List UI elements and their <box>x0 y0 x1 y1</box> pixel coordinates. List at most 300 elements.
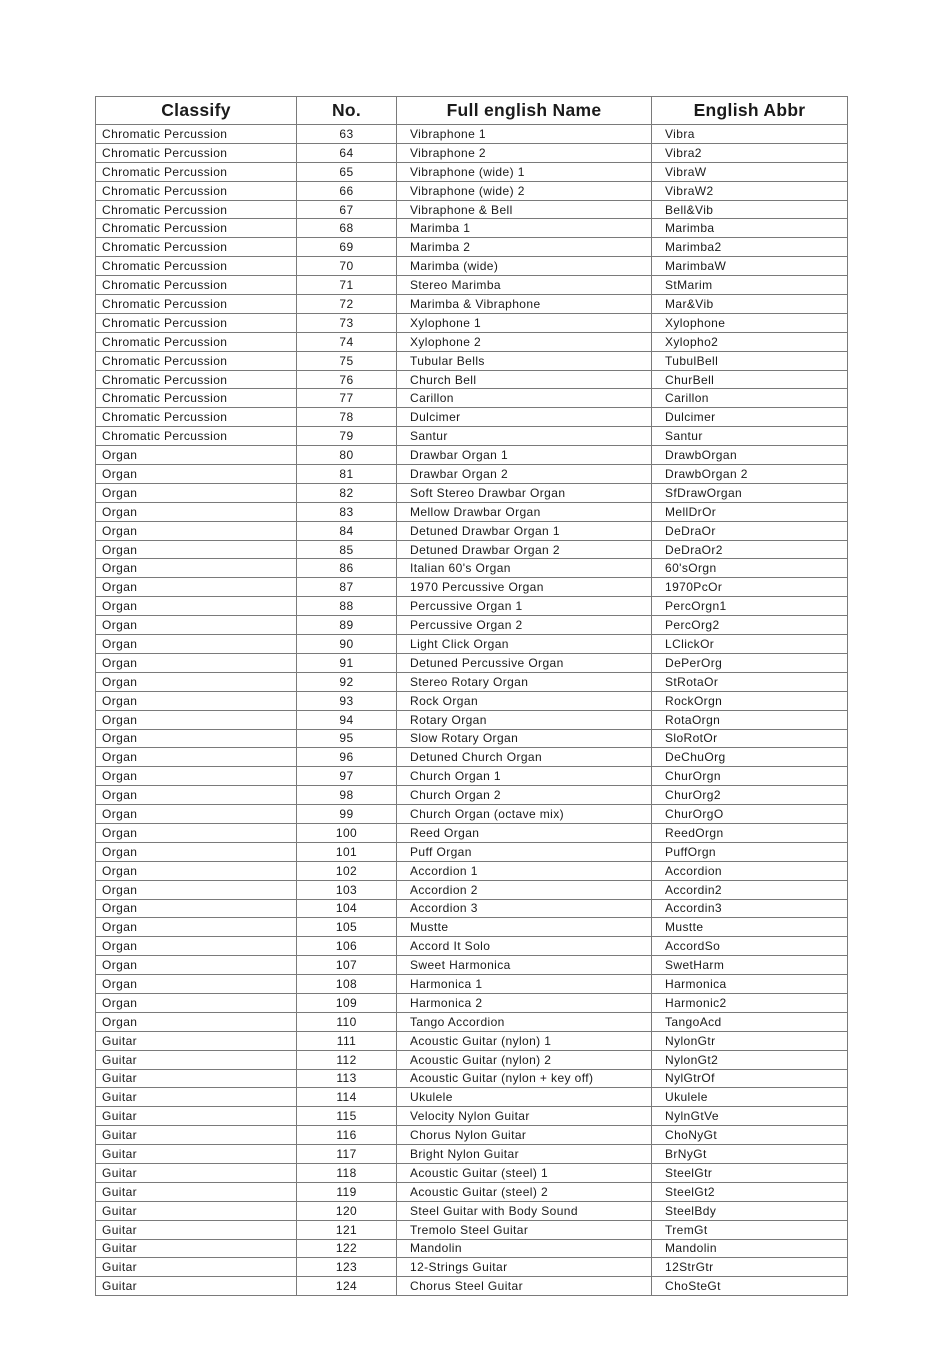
cell-no: 105 <box>297 918 397 937</box>
cell-full-name: Xylophone 1 <box>397 313 652 332</box>
cell-abbr: ChurBell <box>652 370 848 389</box>
cell-classify: Chromatic Percussion <box>96 238 297 257</box>
cell-no: 78 <box>297 408 397 427</box>
cell-classify: Organ <box>96 1012 297 1031</box>
cell-abbr: ChurOrg2 <box>652 786 848 805</box>
cell-full-name: 1970 Percussive Organ <box>397 578 652 597</box>
cell-classify: Organ <box>96 842 297 861</box>
table-row <box>96 389 848 408</box>
table-row <box>96 521 848 540</box>
cell-no: 84 <box>297 521 397 540</box>
cell-abbr: BrNyGt <box>652 1145 848 1164</box>
cell-no: 94 <box>297 710 397 729</box>
cell-abbr: TubulBell <box>652 351 848 370</box>
cell-classify: Guitar <box>96 1277 297 1296</box>
cell-full-name: Vibraphone & Bell <box>397 200 652 219</box>
cell-full-name: Rock Organ <box>397 691 652 710</box>
table-row <box>96 427 848 446</box>
cell-full-name: Accordion 3 <box>397 899 652 918</box>
cell-classify: Chromatic Percussion <box>96 219 297 238</box>
cell-classify: Organ <box>96 880 297 899</box>
cell-full-name: Detuned Church Organ <box>397 748 652 767</box>
table-row <box>96 295 848 314</box>
cell-full-name: Acoustic Guitar (nylon) 2 <box>397 1050 652 1069</box>
cell-classify: Chromatic Percussion <box>96 351 297 370</box>
cell-abbr: ChurOrgn <box>652 767 848 786</box>
table-row <box>96 616 848 635</box>
table-row <box>96 710 848 729</box>
cell-classify: Organ <box>96 672 297 691</box>
cell-classify: Chromatic Percussion <box>96 181 297 200</box>
cell-no: 102 <box>297 861 397 880</box>
header-abbr: English Abbr <box>652 97 848 125</box>
cell-full-name: Mellow Drawbar Organ <box>397 502 652 521</box>
cell-classify: Organ <box>96 993 297 1012</box>
table-row <box>96 257 848 276</box>
cell-no: 121 <box>297 1220 397 1239</box>
cell-full-name: Mustte <box>397 918 652 937</box>
table-row <box>96 313 848 332</box>
cell-classify: Organ <box>96 710 297 729</box>
cell-no: 107 <box>297 956 397 975</box>
cell-no: 92 <box>297 672 397 691</box>
cell-abbr: PuffOrgn <box>652 842 848 861</box>
cell-no: 116 <box>297 1126 397 1145</box>
cell-classify: Organ <box>96 521 297 540</box>
table-header <box>96 97 848 125</box>
cell-classify: Organ <box>96 597 297 616</box>
cell-abbr: SteelGtr <box>652 1163 848 1182</box>
cell-full-name: Bright Nylon Guitar <box>397 1145 652 1164</box>
table-row <box>96 748 848 767</box>
cell-full-name: Percussive Organ 2 <box>397 616 652 635</box>
cell-no: 71 <box>297 276 397 295</box>
table-row <box>96 1012 848 1031</box>
table-row <box>96 1126 848 1145</box>
cell-classify: Guitar <box>96 1069 297 1088</box>
cell-no: 82 <box>297 483 397 502</box>
cell-classify: Guitar <box>96 1088 297 1107</box>
cell-abbr: Mustte <box>652 918 848 937</box>
cell-no: 114 <box>297 1088 397 1107</box>
cell-full-name: Vibraphone 2 <box>397 143 652 162</box>
cell-full-name: Church Organ 2 <box>397 786 652 805</box>
cell-full-name: Harmonica 2 <box>397 993 652 1012</box>
cell-classify: Guitar <box>96 1239 297 1258</box>
cell-abbr: NylonGtr <box>652 1031 848 1050</box>
voice-list-table <box>95 96 848 1296</box>
cell-full-name: Chorus Nylon Guitar <box>397 1126 652 1145</box>
table-row <box>96 597 848 616</box>
cell-no: 91 <box>297 653 397 672</box>
cell-abbr: Santur <box>652 427 848 446</box>
table-row <box>96 861 848 880</box>
cell-full-name: Ukulele <box>397 1088 652 1107</box>
cell-classify: Chromatic Percussion <box>96 408 297 427</box>
cell-classify: Guitar <box>96 1182 297 1201</box>
cell-classify: Organ <box>96 559 297 578</box>
cell-abbr: StMarim <box>652 276 848 295</box>
table-row <box>96 540 848 559</box>
cell-classify: Guitar <box>96 1220 297 1239</box>
cell-abbr: ReedOrgn <box>652 823 848 842</box>
table-row <box>96 483 848 502</box>
cell-abbr: SteelGt2 <box>652 1182 848 1201</box>
table-body <box>96 125 848 1296</box>
cell-full-name: Steel Guitar with Body Sound <box>397 1201 652 1220</box>
cell-abbr: TangoAcd <box>652 1012 848 1031</box>
cell-abbr: Accordin2 <box>652 880 848 899</box>
cell-classify: Chromatic Percussion <box>96 257 297 276</box>
cell-abbr: Dulcimer <box>652 408 848 427</box>
table-row <box>96 786 848 805</box>
table-row <box>96 993 848 1012</box>
table-row <box>96 502 848 521</box>
cell-classify: Chromatic Percussion <box>96 143 297 162</box>
cell-classify: Chromatic Percussion <box>96 125 297 144</box>
cell-abbr: DePerOrg <box>652 653 848 672</box>
cell-classify: Organ <box>96 805 297 824</box>
cell-no: 80 <box>297 446 397 465</box>
cell-no: 99 <box>297 805 397 824</box>
cell-classify: Chromatic Percussion <box>96 162 297 181</box>
cell-classify: Chromatic Percussion <box>96 313 297 332</box>
cell-classify: Chromatic Percussion <box>96 427 297 446</box>
cell-abbr: Harmonica <box>652 975 848 994</box>
cell-classify: Guitar <box>96 1107 297 1126</box>
cell-abbr: AccordSo <box>652 937 848 956</box>
cell-no: 93 <box>297 691 397 710</box>
cell-classify: Organ <box>96 729 297 748</box>
cell-abbr: Accordin3 <box>652 899 848 918</box>
cell-full-name: Slow Rotary Organ <box>397 729 652 748</box>
table-row <box>96 1182 848 1201</box>
cell-classify: Guitar <box>96 1126 297 1145</box>
cell-classify: Guitar <box>96 1258 297 1277</box>
cell-classify: Organ <box>96 578 297 597</box>
table-row <box>96 1277 848 1296</box>
cell-abbr: StRotaOr <box>652 672 848 691</box>
cell-no: 81 <box>297 465 397 484</box>
cell-no: 110 <box>297 1012 397 1031</box>
cell-no: 65 <box>297 162 397 181</box>
cell-full-name: Marimba (wide) <box>397 257 652 276</box>
table-row <box>96 1050 848 1069</box>
cell-no: 89 <box>297 616 397 635</box>
cell-abbr: PercOrg2 <box>652 616 848 635</box>
cell-no: 118 <box>297 1163 397 1182</box>
cell-no: 115 <box>297 1107 397 1126</box>
cell-full-name: Marimba 2 <box>397 238 652 257</box>
cell-no: 123 <box>297 1258 397 1277</box>
table-row <box>96 181 848 200</box>
table-row <box>96 956 848 975</box>
cell-full-name: Acoustic Guitar (nylon) 1 <box>397 1031 652 1050</box>
cell-no: 68 <box>297 219 397 238</box>
cell-full-name: Acoustic Guitar (nylon + key off) <box>397 1069 652 1088</box>
cell-full-name: Carillon <box>397 389 652 408</box>
cell-full-name: Vibraphone (wide) 2 <box>397 181 652 200</box>
table-row <box>96 1088 848 1107</box>
table-row <box>96 219 848 238</box>
table-row <box>96 162 848 181</box>
cell-no: 97 <box>297 767 397 786</box>
table-row <box>96 238 848 257</box>
cell-no: 98 <box>297 786 397 805</box>
cell-no: 106 <box>297 937 397 956</box>
cell-abbr: Vibra <box>652 125 848 144</box>
cell-abbr: ChoSteGt <box>652 1277 848 1296</box>
cell-full-name: Marimba 1 <box>397 219 652 238</box>
cell-abbr: RotaOrgn <box>652 710 848 729</box>
table-row <box>96 823 848 842</box>
cell-abbr: DeChuOrg <box>652 748 848 767</box>
cell-full-name: Accord It Solo <box>397 937 652 956</box>
header-row <box>96 97 848 125</box>
table-row <box>96 691 848 710</box>
table-row <box>96 465 848 484</box>
table-row <box>96 276 848 295</box>
cell-no: 77 <box>297 389 397 408</box>
cell-abbr: Accordion <box>652 861 848 880</box>
cell-full-name: Xylophone 2 <box>397 332 652 351</box>
cell-classify: Organ <box>96 616 297 635</box>
cell-full-name: Stereo Rotary Organ <box>397 672 652 691</box>
cell-classify: Chromatic Percussion <box>96 370 297 389</box>
cell-abbr: ChoNyGt <box>652 1126 848 1145</box>
cell-abbr: SteelBdy <box>652 1201 848 1220</box>
cell-classify: Organ <box>96 899 297 918</box>
cell-classify: Organ <box>96 786 297 805</box>
cell-abbr: ChurOrgO <box>652 805 848 824</box>
cell-full-name: Church Organ (octave mix) <box>397 805 652 824</box>
cell-no: 63 <box>297 125 397 144</box>
cell-no: 113 <box>297 1069 397 1088</box>
cell-abbr: SloRotOr <box>652 729 848 748</box>
cell-classify: Organ <box>96 540 297 559</box>
cell-classify: Organ <box>96 653 297 672</box>
cell-no: 112 <box>297 1050 397 1069</box>
table-row <box>96 672 848 691</box>
cell-abbr: RockOrgn <box>652 691 848 710</box>
cell-full-name: Detuned Percussive Organ <box>397 653 652 672</box>
cell-no: 76 <box>297 370 397 389</box>
cell-abbr: MellDrOr <box>652 502 848 521</box>
cell-abbr: DeDraOr2 <box>652 540 848 559</box>
cell-abbr: DrawbOrgan 2 <box>652 465 848 484</box>
cell-full-name: Puff Organ <box>397 842 652 861</box>
cell-no: 109 <box>297 993 397 1012</box>
cell-no: 64 <box>297 143 397 162</box>
cell-abbr: NylnGtVe <box>652 1107 848 1126</box>
cell-abbr: DrawbOrgan <box>652 446 848 465</box>
cell-abbr: SwetHarm <box>652 956 848 975</box>
cell-no: 96 <box>297 748 397 767</box>
cell-classify: Organ <box>96 635 297 654</box>
cell-classify: Organ <box>96 937 297 956</box>
table-row <box>96 880 848 899</box>
cell-no: 120 <box>297 1201 397 1220</box>
cell-no: 70 <box>297 257 397 276</box>
cell-no: 87 <box>297 578 397 597</box>
cell-no: 74 <box>297 332 397 351</box>
cell-classify: Organ <box>96 691 297 710</box>
cell-no: 117 <box>297 1145 397 1164</box>
cell-abbr: Xylophone <box>652 313 848 332</box>
cell-full-name: Accordion 1 <box>397 861 652 880</box>
cell-full-name: Light Click Organ <box>397 635 652 654</box>
cell-full-name: Percussive Organ 1 <box>397 597 652 616</box>
cell-abbr: Vibra2 <box>652 143 848 162</box>
cell-full-name: Soft Stereo Drawbar Organ <box>397 483 652 502</box>
cell-classify: Organ <box>96 975 297 994</box>
cell-no: 86 <box>297 559 397 578</box>
cell-full-name: Vibraphone 1 <box>397 125 652 144</box>
cell-classify: Organ <box>96 918 297 937</box>
cell-abbr: PercOrgn1 <box>652 597 848 616</box>
cell-no: 79 <box>297 427 397 446</box>
table-row <box>96 408 848 427</box>
cell-no: 88 <box>297 597 397 616</box>
table-row <box>96 1258 848 1277</box>
table-row <box>96 125 848 144</box>
cell-full-name: Stereo Marimba <box>397 276 652 295</box>
cell-full-name: Acoustic Guitar (steel) 1 <box>397 1163 652 1182</box>
cell-no: 119 <box>297 1182 397 1201</box>
cell-abbr: TremGt <box>652 1220 848 1239</box>
cell-classify: Organ <box>96 767 297 786</box>
cell-full-name: Church Organ 1 <box>397 767 652 786</box>
table-row <box>96 1145 848 1164</box>
cell-abbr: 60'sOrgn <box>652 559 848 578</box>
cell-abbr: Marimba <box>652 219 848 238</box>
cell-full-name: Church Bell <box>397 370 652 389</box>
cell-abbr: Xylopho2 <box>652 332 848 351</box>
cell-full-name: Dulcimer <box>397 408 652 427</box>
cell-full-name: Chorus Steel Guitar <box>397 1277 652 1296</box>
table-row <box>96 1031 848 1050</box>
cell-full-name: Reed Organ <box>397 823 652 842</box>
cell-abbr: Bell&Vib <box>652 200 848 219</box>
cell-no: 67 <box>297 200 397 219</box>
cell-abbr: Marimba2 <box>652 238 848 257</box>
cell-abbr: VibraW2 <box>652 181 848 200</box>
cell-full-name: 12-Strings Guitar <box>397 1258 652 1277</box>
cell-no: 100 <box>297 823 397 842</box>
table-row <box>96 559 848 578</box>
table-row <box>96 805 848 824</box>
cell-abbr: VibraW <box>652 162 848 181</box>
cell-classify: Organ <box>96 748 297 767</box>
cell-full-name: Detuned Drawbar Organ 2 <box>397 540 652 559</box>
cell-abbr: Carillon <box>652 389 848 408</box>
cell-full-name: Accordion 2 <box>397 880 652 899</box>
cell-classify: Chromatic Percussion <box>96 276 297 295</box>
table-row <box>96 1239 848 1258</box>
table-row <box>96 1107 848 1126</box>
cell-classify: Guitar <box>96 1031 297 1050</box>
cell-abbr: Mandolin <box>652 1239 848 1258</box>
table-row <box>96 635 848 654</box>
table-row <box>96 729 848 748</box>
cell-abbr: LClickOr <box>652 635 848 654</box>
cell-no: 95 <box>297 729 397 748</box>
cell-full-name: Tango Accordion <box>397 1012 652 1031</box>
cell-classify: Organ <box>96 861 297 880</box>
cell-classify: Guitar <box>96 1145 297 1164</box>
cell-abbr: Ukulele <box>652 1088 848 1107</box>
cell-full-name: Mandolin <box>397 1239 652 1258</box>
cell-no: 66 <box>297 181 397 200</box>
cell-classify: Organ <box>96 465 297 484</box>
table-row <box>96 1069 848 1088</box>
table-row <box>96 200 848 219</box>
table-row <box>96 143 848 162</box>
cell-full-name: Harmonica 1 <box>397 975 652 994</box>
cell-full-name: Tubular Bells <box>397 351 652 370</box>
cell-abbr: Harmonic2 <box>652 993 848 1012</box>
cell-classify: Organ <box>96 446 297 465</box>
cell-no: 122 <box>297 1239 397 1258</box>
header-no: No. <box>297 97 397 125</box>
table-row <box>96 370 848 389</box>
cell-full-name: Velocity Nylon Guitar <box>397 1107 652 1126</box>
cell-full-name: Italian 60's Organ <box>397 559 652 578</box>
cell-classify: Chromatic Percussion <box>96 389 297 408</box>
table-row <box>96 899 848 918</box>
cell-abbr: 12StrGtr <box>652 1258 848 1277</box>
cell-full-name: Santur <box>397 427 652 446</box>
table-row <box>96 351 848 370</box>
cell-no: 75 <box>297 351 397 370</box>
table-row <box>96 1201 848 1220</box>
table-row <box>96 446 848 465</box>
cell-full-name: Tremolo Steel Guitar <box>397 1220 652 1239</box>
cell-abbr: 1970PcOr <box>652 578 848 597</box>
cell-no: 72 <box>297 295 397 314</box>
cell-classify: Organ <box>96 483 297 502</box>
cell-full-name: Sweet Harmonica <box>397 956 652 975</box>
cell-classify: Guitar <box>96 1163 297 1182</box>
cell-classify: Guitar <box>96 1201 297 1220</box>
table-row <box>96 767 848 786</box>
cell-classify: Chromatic Percussion <box>96 295 297 314</box>
table-row <box>96 653 848 672</box>
cell-no: 103 <box>297 880 397 899</box>
cell-no: 101 <box>297 842 397 861</box>
cell-full-name: Drawbar Organ 1 <box>397 446 652 465</box>
table-row <box>96 918 848 937</box>
cell-full-name: Drawbar Organ 2 <box>397 465 652 484</box>
table-row <box>96 842 848 861</box>
cell-abbr: NylonGt2 <box>652 1050 848 1069</box>
cell-no: 83 <box>297 502 397 521</box>
cell-no: 85 <box>297 540 397 559</box>
header-full-name: Full english Name <box>397 97 652 125</box>
cell-no: 111 <box>297 1031 397 1050</box>
cell-abbr: DeDraOr <box>652 521 848 540</box>
cell-abbr: NylGtrOf <box>652 1069 848 1088</box>
cell-full-name: Vibraphone (wide) 1 <box>397 162 652 181</box>
table-row <box>96 1220 848 1239</box>
cell-full-name: Acoustic Guitar (steel) 2 <box>397 1182 652 1201</box>
cell-classify: Organ <box>96 502 297 521</box>
header-classify: Classify <box>96 97 297 125</box>
cell-full-name: Rotary Organ <box>397 710 652 729</box>
table-row <box>96 332 848 351</box>
cell-full-name: Detuned Drawbar Organ 1 <box>397 521 652 540</box>
cell-classify: Organ <box>96 823 297 842</box>
